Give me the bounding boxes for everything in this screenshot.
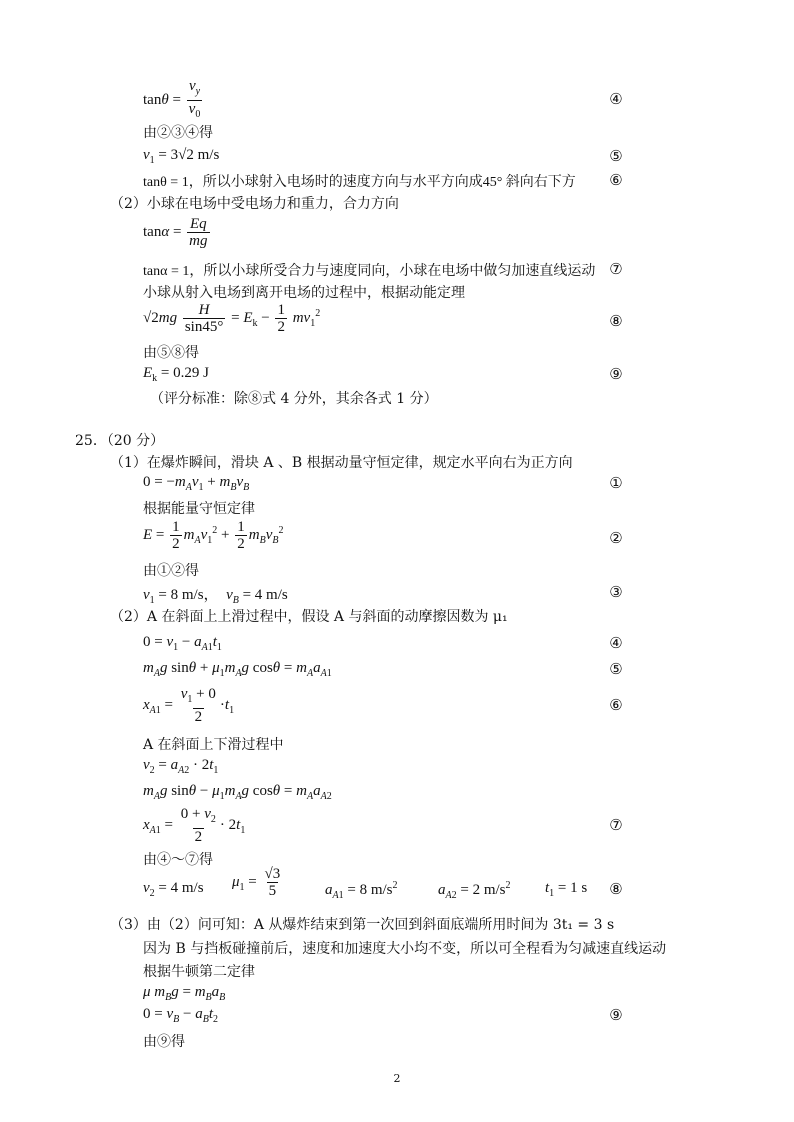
- text-line: 根据能量守恒定律: [143, 501, 255, 517]
- text-line: 由①②得: [143, 563, 199, 579]
- text-line: A 在斜面上下滑过程中: [143, 737, 284, 753]
- section-heading: （3）由（2）问可知：A 从爆炸结束到第一次回到斜面底端所用时间为 3t₁ = 3 s: [110, 917, 615, 933]
- text-line: 由⑤⑧得: [143, 345, 199, 361]
- section-heading: （2）A 在斜面上上滑过程中，假设 A 与斜面的动摩擦因数为 μ₁: [110, 609, 508, 625]
- text-line: 因为 B 与挡板碰撞前后，速度和加速度大小均不变，所以可全程看为匀减速直线运动: [143, 941, 667, 957]
- text-line: 由②③④得: [143, 125, 213, 141]
- section-heading: （1）在爆炸瞬间，滑块 A 、B 根据动量守恒定律，规定水平向右为正方向: [110, 455, 573, 471]
- text-line: 由⑨得: [143, 1034, 185, 1050]
- text-line: 由④～⑦得: [143, 852, 213, 868]
- document-page: tanθ = $\frac{v_y}{v_0}$ ④ 由②③④得 $v_1 = 3√2$ m/s ⑤ tanθ = 1，所以小球射入电场时的速度方向与水平方向成45° 斜向右下方 ⑥ （2）小球在电场中受电场力和重力，合力方向 tanα = $\frac{Eq}{mg}$ tanα = 1，所以小球所受合力与速度同向，小球在电场中做匀加速直线运动 ⑦ 小球从射入电场到离开电场的过程中，根据动能定理 √2mg $\frac{H}{\sin 45^\circ}$ = $E_k$ − $\frac{1}{2}$ $mv_1^2$ ⑧ 由⑤⑧得 $E_k = 0.29$ J ⑨ （评分标准：除⑧式 4 分外，其余各式 1 分） 25．（20 分） （1）在爆炸瞬间，滑块 A 、B 根据动量守恒定律，规定水平向右为正方向 $0 = -m_Av_1 + m_Bv_B$ ① 根据能量守恒定律 E = $\frac{1}{2}$ $m_Av_1^2$ + $\frac{1}{2}$ $m_Bv_B^2$ ② 由①②得 $v_1 = 8$ m/s， $v_B = 4$ m/s ③ （2）A 在斜面上上滑过程中，假设 A 与斜面的动摩擦因数为 μ₁ $0 = v_1 - a_{A1}t_1$ ④ $m_Ag$ $\sin\theta + \mu_1m_Ag$ $\cos\theta = m_Aa_{A1}$ ⑤ $x_{A1}$ = $\frac{v_1 + 0}{2}$ $\cdot t_1$ ⑥ A 在斜面上下滑过程中 $v_2 = a_{A2} \cdot 2t_1$ $m_Ag$ $\sin\theta - \mu_1m_Ag$ $\cos\theta = m_Aa_{A2}$ $x_{A1}$ = $\frac{0 + v_2}{2}$ · $2t_1$ ⑦ 由④～⑦得 $v_2 = 4$ m/s $\mu_1$ = $\frac{√3}{5}$ $a_{A1} = 8$ $m/s^2$ $a_{A2} = 2$ $m/s^2$ $t_1 = 1$ s ⑧ （3）由（2）问可知：A 从爆炸结束到第一次回到斜面底端所用时间为 3t₁ = 3 s 因为 B 与挡板碰撞前后，速度和加速度大小均不变，所以可全程看为匀减速直线运动 根据牛顿第二定律 μ $m_Bg = m_Ba_B$ $0 = v_B - a_Bt_2$ ⑨ 由⑨得 2: [0, 0, 794, 1122]
- text-line: 根据牛顿第二定律: [143, 964, 255, 980]
- page-number: 2: [393, 1072, 401, 1085]
- section-heading: （2）小球在电场中受电场力和重力，合力方向: [110, 196, 399, 212]
- scoring-note: （评分标准：除⑧式 4 分外，其余各式 1 分）: [150, 391, 438, 407]
- question-heading: 25．（20 分）: [75, 433, 165, 449]
- text-line: 小球从射入电场到离开电场的过程中，根据动能定理: [143, 285, 465, 301]
